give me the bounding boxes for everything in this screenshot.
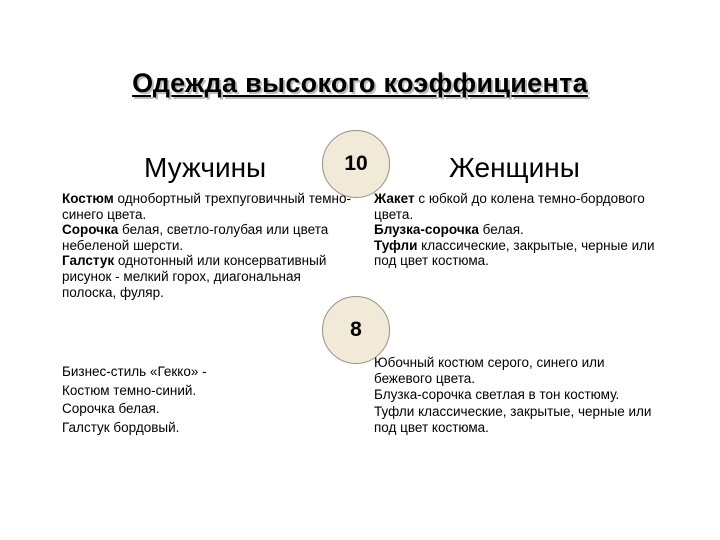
women-jacket-label: Жакет bbox=[374, 191, 415, 206]
women-bottom-line: Блузка-сорочка светлая в тон костюму. bbox=[374, 387, 620, 403]
men-shirt-label: Сорочка bbox=[62, 222, 119, 238]
men-gekko-style bbox=[62, 363, 302, 437]
men-tie-line bbox=[62, 253, 352, 300]
men-suit-text: однобортный трехпуговичный темно-синего цвета. bbox=[62, 191, 351, 222]
women-shoes-line bbox=[374, 238, 656, 269]
men-tie-text: однотонный или консервативный рисунок - мелкий горох, диагональная полоска, фуляр. bbox=[62, 253, 327, 300]
women-header: Женщины bbox=[449, 152, 580, 183]
men-tie-label: Галстук bbox=[62, 253, 115, 269]
women-bottom-line: Туфли классические, закрытые, черные или bbox=[374, 403, 652, 419]
women-shoes-label: Туфли bbox=[374, 237, 418, 253]
score-circle-top bbox=[322, 130, 390, 198]
men-bottom-line: Галстук бордовый. bbox=[62, 419, 180, 435]
score-circle-bottom bbox=[322, 296, 390, 364]
women-bottom-line: под цвет костюма. bbox=[374, 419, 489, 435]
men-bottom-line: Сорочка белая. bbox=[62, 401, 160, 416]
slide-title: Одежда высокого коэффициента bbox=[132, 68, 588, 98]
men-shirt-text: белая, светло-голубая или цвета небеленой шерсти. bbox=[62, 222, 329, 253]
men-suit-line bbox=[62, 191, 352, 222]
women-blouse-line bbox=[374, 222, 656, 238]
men-suit-label: Костюм bbox=[62, 191, 114, 206]
women-blouse-label: Блузка-сорочка bbox=[374, 222, 479, 238]
men-shirt-line bbox=[62, 222, 352, 253]
score-top-value: 10 bbox=[344, 152, 368, 175]
women-bottom-line: Юбочный костюм серого, синего или бежевого цвета. bbox=[374, 355, 605, 387]
score-bottom-value: 8 bbox=[350, 318, 362, 341]
men-high-attire bbox=[62, 191, 352, 300]
women-alt-attire bbox=[374, 355, 664, 436]
men-bottom-line: Костюм темно-синий. bbox=[62, 382, 197, 398]
women-jacket-line bbox=[374, 191, 656, 222]
women-shoes-text: классические, закрытые, черные или под цвет костюма. bbox=[374, 237, 655, 269]
women-high-attire bbox=[374, 191, 656, 269]
men-header: Мужчины bbox=[144, 152, 267, 183]
women-blouse-text: белая. bbox=[478, 222, 524, 238]
women-jacket-text: с юбкой до колена темно-бордового цвета. bbox=[374, 191, 645, 222]
men-bottom-line: Бизнес-стиль «Гекко» - bbox=[62, 364, 207, 379]
